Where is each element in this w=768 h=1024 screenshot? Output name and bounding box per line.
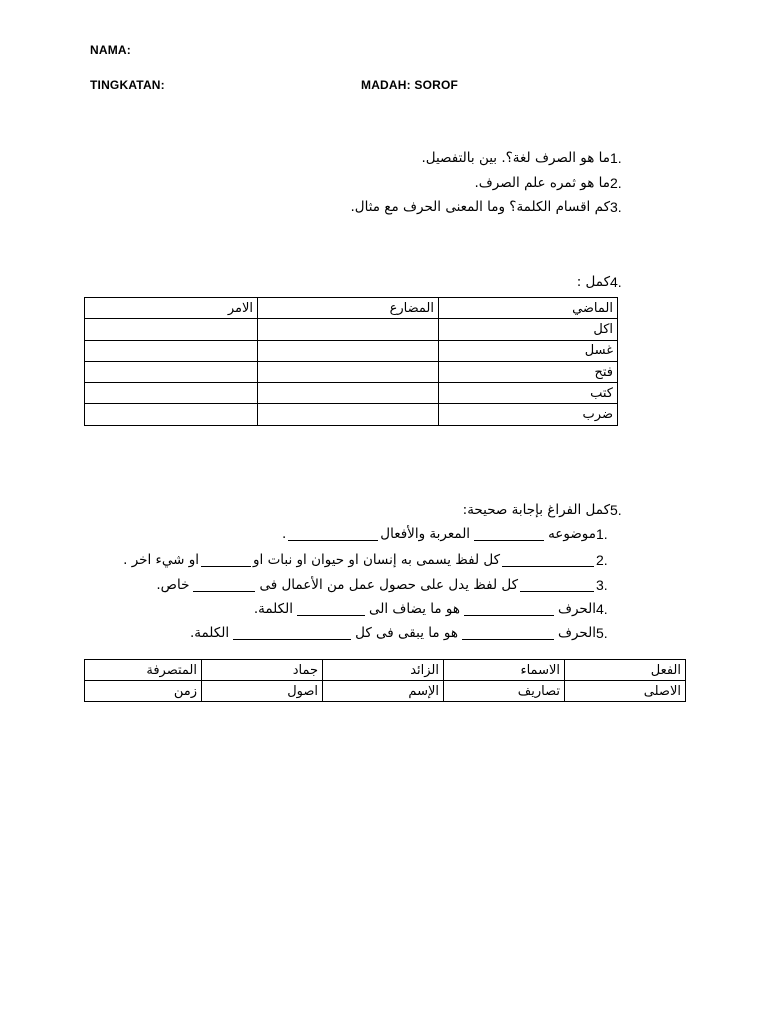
column-header: الماضي — [439, 298, 618, 319]
table-cell: تصاريف — [444, 681, 565, 702]
question-5 — [463, 499, 634, 521]
table-row — [85, 404, 618, 425]
nama-label: NAMA: — [90, 43, 131, 57]
item-text: . — [281, 526, 287, 542]
question-text: كمل : — [576, 274, 610, 290]
item-text: هو ما يبقى فى كل — [355, 625, 458, 641]
table-cell: المتصرفة — [85, 660, 202, 681]
answer-blank[interactable] — [502, 554, 594, 567]
verb-table — [84, 297, 618, 426]
item-text: كل لفظ يدل على حصول عمل من الأعمال فى — [259, 577, 518, 593]
item-text: الحرف — [557, 625, 596, 641]
question-text: ما هو الصرف لغة؟. بين بالتفصيل. — [421, 150, 610, 166]
table-cell: الاصلى — [565, 681, 686, 702]
question-4 — [577, 271, 634, 293]
table-cell: الفعل — [565, 660, 686, 681]
item-number: 1. — [596, 526, 608, 542]
item-text: موضوعه — [548, 526, 596, 542]
answer-cell[interactable] — [258, 404, 439, 425]
table-row — [85, 383, 618, 404]
answer-cell[interactable] — [85, 404, 258, 425]
column-header: المضارع — [258, 298, 439, 319]
fill-item-2 — [123, 549, 618, 571]
answer-cell[interactable] — [85, 383, 258, 404]
table-row — [85, 681, 686, 702]
question-number: 5. — [610, 502, 622, 518]
table-cell: اصول — [202, 681, 323, 702]
item-text: هو ما يضاف الى — [368, 601, 460, 617]
table-cell: ضرب — [439, 404, 618, 425]
table-cell: اكل — [439, 319, 618, 340]
item-number: 3. — [596, 577, 608, 593]
question-2 — [474, 172, 634, 194]
answer-blank[interactable] — [193, 579, 255, 592]
column-header: الامر — [85, 298, 258, 319]
table-cell: الزائد — [323, 660, 444, 681]
answer-blank[interactable] — [297, 603, 365, 616]
item-text: كل لفظ يسمى به إنسان او حيوان او نبات او — [253, 552, 500, 568]
table-row — [85, 340, 618, 361]
item-number: 5. — [596, 625, 608, 641]
table-cell: غسل — [439, 340, 618, 361]
item-text: الكلمة. — [189, 625, 230, 641]
table-cell: كتب — [439, 383, 618, 404]
item-text: خاص. — [156, 577, 190, 593]
question-number: 4. — [610, 274, 622, 290]
item-number: 2. — [596, 552, 608, 568]
question-number: 2. — [610, 175, 622, 191]
question-text: كم اقسام الكلمة؟ وما المعنى الحرف مع مثال. — [350, 199, 610, 215]
question-text: كمل الفراغ بإجابة صحيحة: — [462, 502, 610, 518]
word-bank-table — [84, 659, 686, 702]
answer-blank[interactable] — [233, 627, 351, 640]
table-cell: فتح — [439, 361, 618, 382]
answer-cell[interactable] — [258, 383, 439, 404]
answer-blank[interactable] — [201, 554, 251, 567]
answer-cell[interactable] — [85, 319, 258, 340]
answer-blank[interactable] — [288, 528, 378, 541]
answer-cell[interactable] — [258, 319, 439, 340]
question-text: ما هو ثمره علم الصرف. — [474, 175, 610, 191]
table-row — [85, 319, 618, 340]
answer-cell[interactable] — [258, 340, 439, 361]
table-row — [85, 361, 618, 382]
item-number: 4. — [596, 601, 608, 617]
question-3 — [351, 196, 635, 218]
item-text: او شيء اخر . — [123, 552, 200, 568]
answer-cell[interactable] — [258, 361, 439, 382]
answer-blank[interactable] — [474, 528, 544, 541]
answer-blank[interactable] — [520, 579, 594, 592]
item-text: الحرف — [557, 601, 596, 617]
fill-item-4 — [254, 598, 618, 620]
item-text: الكلمة. — [253, 601, 293, 617]
table-cell: زمن — [85, 681, 202, 702]
table-row — [85, 660, 686, 681]
fill-item-3 — [156, 574, 618, 596]
answer-cell[interactable] — [85, 340, 258, 361]
answer-blank[interactable] — [464, 603, 554, 616]
table-cell: الإسم — [323, 681, 444, 702]
answer-cell[interactable] — [85, 361, 258, 382]
fill-item-1 — [282, 523, 618, 545]
question-1 — [421, 147, 634, 169]
tingkatan-label: TINGKATAN: — [90, 78, 165, 92]
table-cell: جماد — [202, 660, 323, 681]
fill-item-5 — [190, 622, 618, 644]
question-number: 1. — [610, 150, 622, 166]
question-number: 3. — [610, 199, 622, 215]
table-cell: الاسماء — [444, 660, 565, 681]
item-text: المعربة والأفعال — [380, 526, 471, 542]
madah-label: MADAH: SOROF — [361, 78, 459, 92]
answer-blank[interactable] — [462, 627, 554, 640]
table-header-row — [85, 298, 618, 319]
